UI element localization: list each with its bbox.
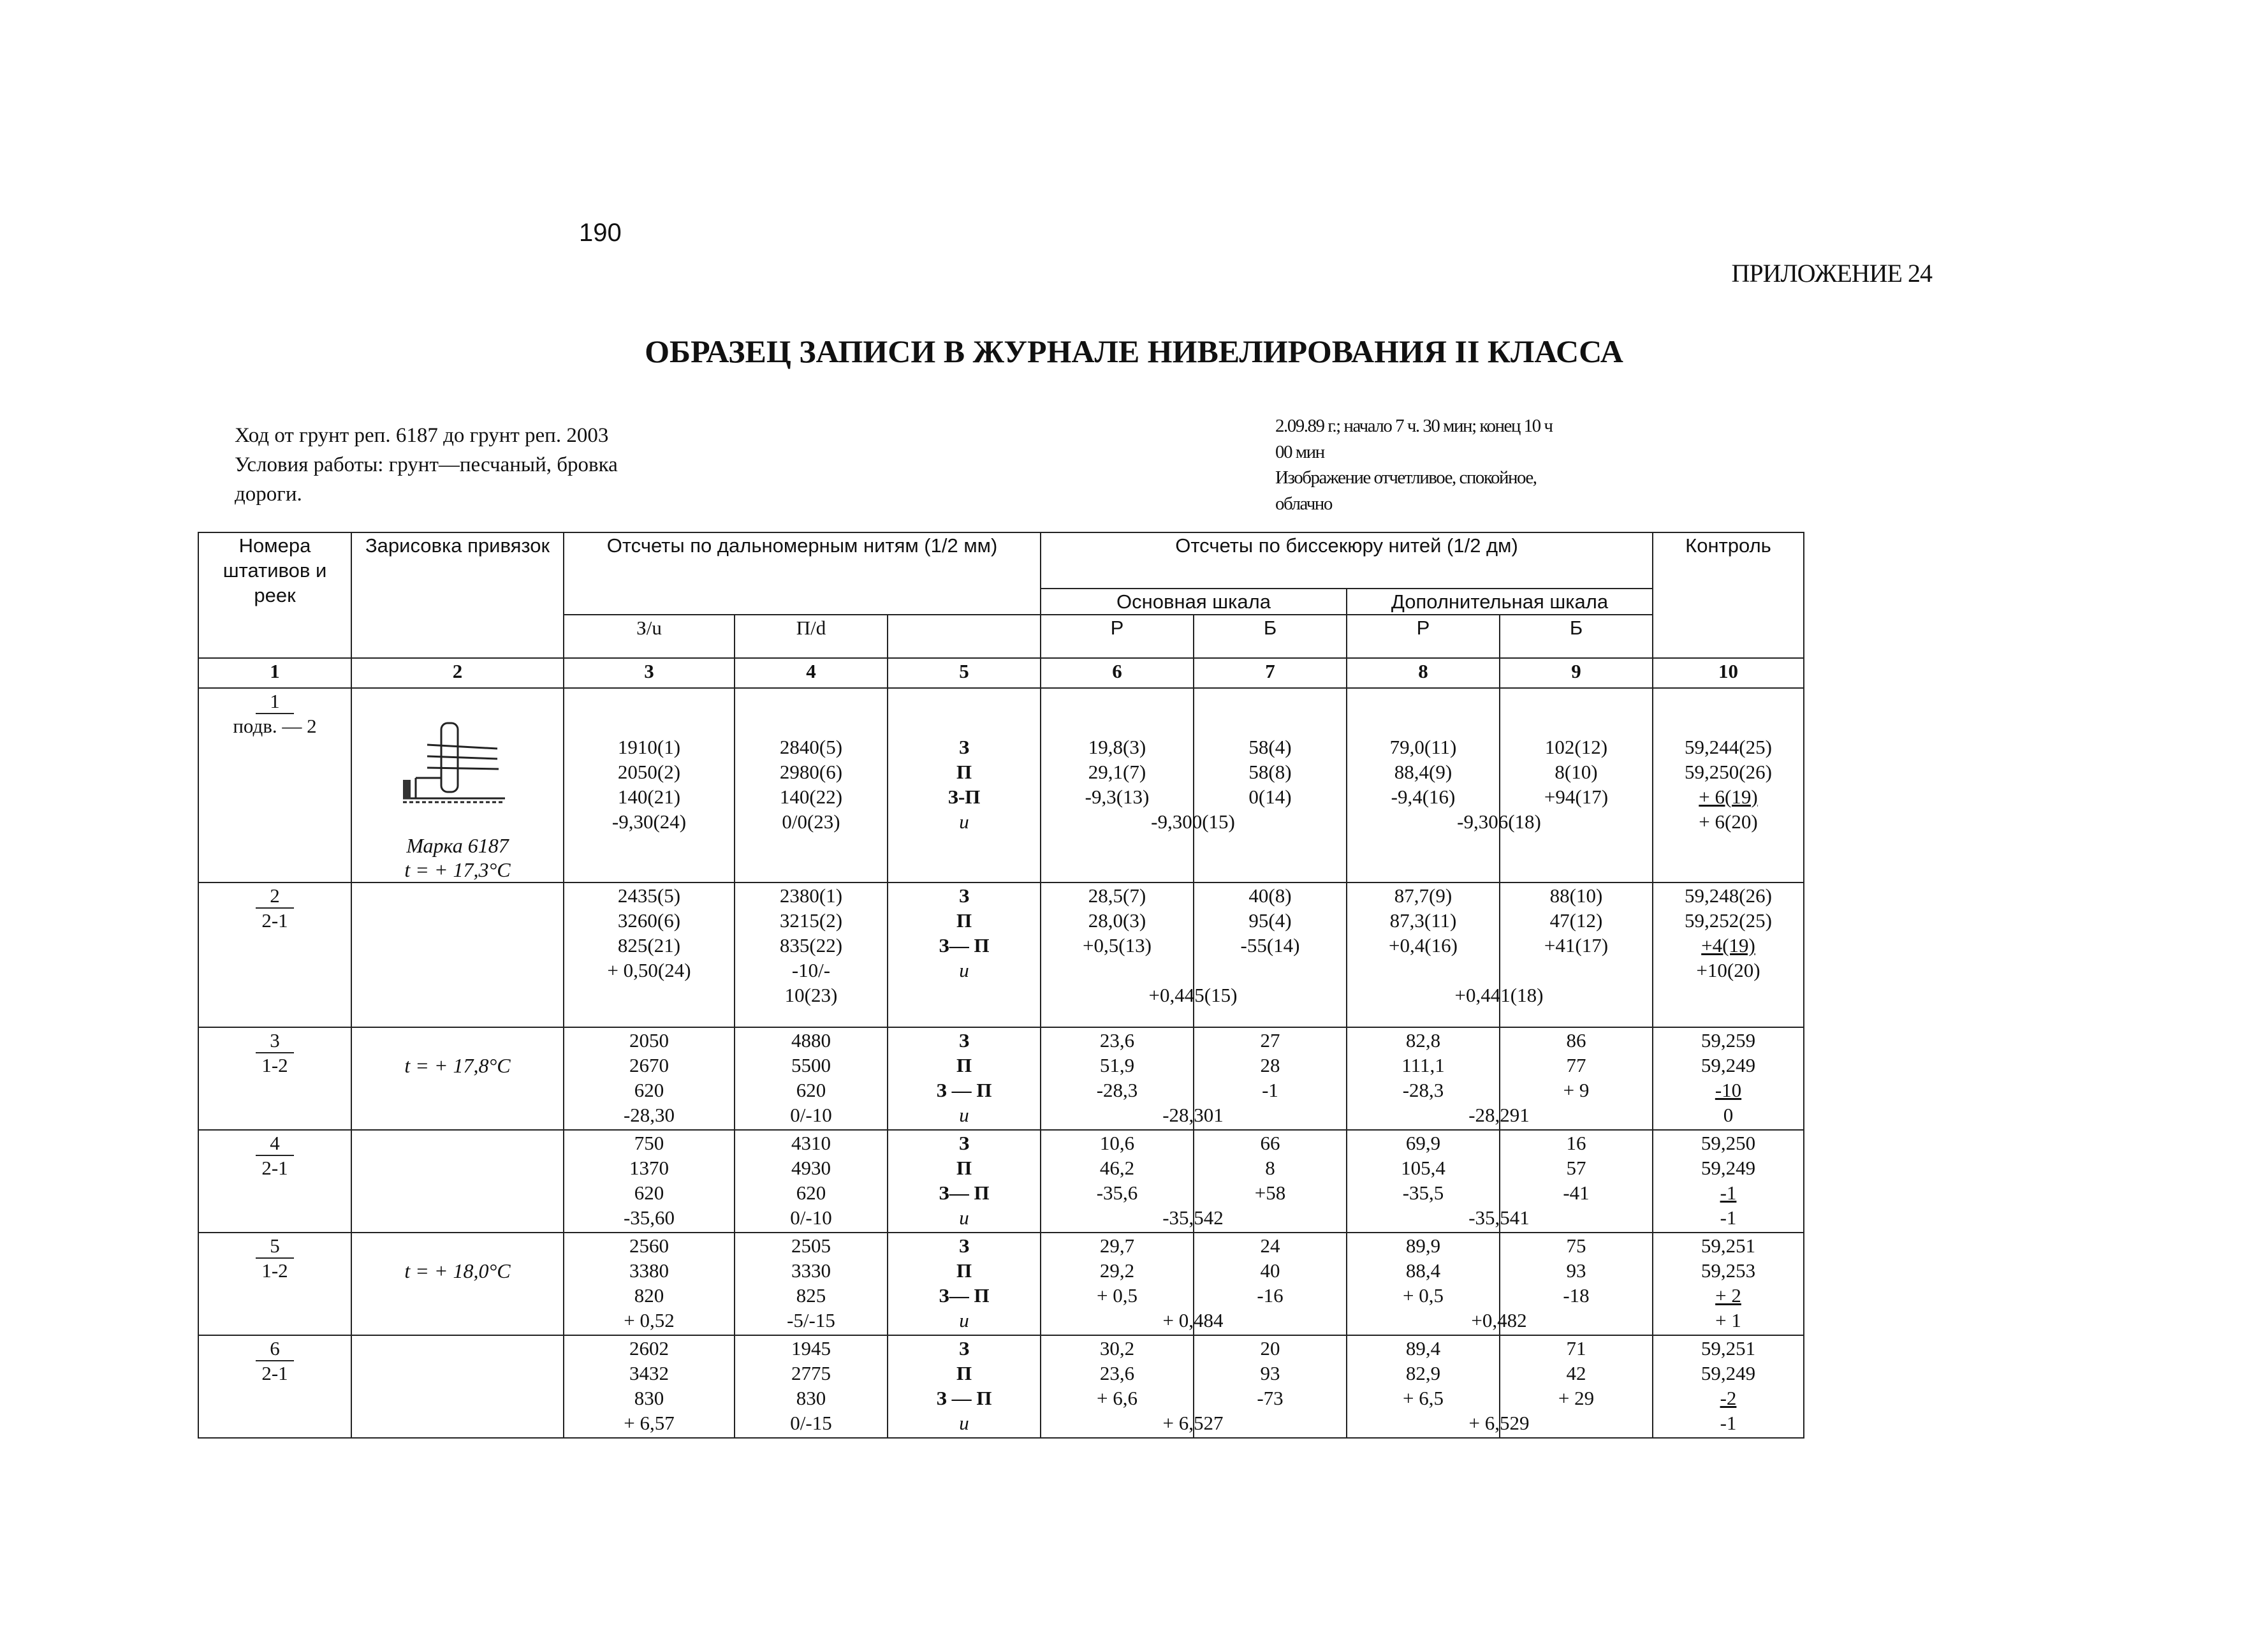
main-scale-front-value: -73 [1257,1386,1284,1409]
control-value-value: + 2 [1715,1284,1741,1307]
extra-scale-rear-value: 87,7(9) [1394,884,1452,907]
main-scale-rear-value: -35,6 [1096,1181,1138,1204]
rear-rod-reading-value: 2670 [629,1053,669,1076]
main-scale-front-value: 58(4) [1248,735,1292,758]
extra-scale-mean: +0,482 [1471,1308,1527,1331]
rear-rod-reading-value: -9,30(24) [611,810,687,833]
main-scale-rear [1041,1130,1224,1233]
appendix-label: ПРИЛОЖЕНИЕ 24 [1731,259,1932,288]
session-info [1275,413,1607,516]
main-scale-rear-value: + 0,5 [1097,1284,1138,1307]
rear-rod-reading-value: + 0,52 [624,1308,675,1331]
front-rod-reading-value: 2775 [791,1361,831,1384]
rod-pair: 2-1 [261,909,288,932]
header-col-3: З/u [564,615,735,657]
session-info-line: 2.09.89 г.; начало 7 ч. 30 мин; конец 10 ч [1275,416,1553,436]
station-number: 6 [256,1336,294,1361]
main-scale-front-value: 0(14) [1248,785,1292,808]
rear-rod-reading-value: + 0,50(24) [607,959,691,982]
extra-scale-rear [1347,1130,1530,1233]
sketch-cell [351,1027,564,1130]
extra-scale-rear-value: 82,9 [1405,1361,1441,1384]
main-scale-mean: + 6,527 [1162,1411,1224,1434]
control-value [1653,1130,1804,1233]
extra-scale-rear-value: -35,5 [1402,1181,1444,1204]
main-scale-rear-value: -28,3 [1096,1078,1138,1101]
front-rod-reading-value: 1945 [791,1337,831,1359]
rear-rod-reading-value: 620 [634,1181,664,1204]
table-row [198,1335,1804,1438]
reading-label-value: З [958,1337,970,1359]
sketch-cell [351,1130,564,1233]
rear-rod-reading-value: + 6,57 [624,1411,675,1434]
main-scale-rear-value: 46,2 [1099,1156,1135,1179]
front-rod-reading [735,1335,888,1438]
reading-label-value: П [956,1259,972,1282]
reading-label-value: З— П [939,934,990,957]
front-rod-reading-value: 2980(6) [779,760,843,783]
extra-scale-rear-value: -28,3 [1402,1078,1444,1101]
station-cell [198,1233,351,1335]
reading-label [888,1335,1041,1438]
extra-scale-rear-value: 111,1 [1401,1053,1445,1076]
front-rod-reading [735,1027,888,1130]
main-scale-front-value: 58(8) [1248,760,1292,783]
main-scale-front-value: -55(14) [1240,934,1300,957]
reading-label-value: З— П [939,1284,990,1307]
station-cell [198,688,351,883]
extra-scale-rear-value: 87,3(11) [1389,909,1457,932]
station-number: 5 [256,1233,294,1259]
front-rod-reading-value: -10/- [791,959,831,982]
table-row [198,883,1804,1027]
control-value [1653,1027,1804,1130]
header-stations: Номера штативов и реек [198,532,351,658]
route-info-line: Условия работы: грунт—песчаный, бровка [235,453,618,477]
extra-scale-rear-value: 69,9 [1405,1131,1441,1154]
reading-label-value: З [958,1131,970,1154]
main-scale-front-value: 27 [1260,1029,1280,1051]
extra-scale-front-value: -18 [1563,1284,1590,1307]
rear-rod-reading-value: 140(21) [617,785,681,808]
reading-label-value: П [956,760,972,783]
rear-rod-reading-value: 620 [634,1078,664,1101]
header-col-6: Р [1041,615,1194,657]
extra-scale-rear-value: + 6,5 [1403,1386,1444,1409]
control-value-value: 0 [1723,1103,1734,1126]
extra-scale-rear-value: 79,0(11) [1389,735,1457,758]
front-rod-reading-value: 10(23) [784,984,838,1007]
reading-label-value: З [958,735,970,758]
station-cell [198,1335,351,1438]
extra-scale-rear [1347,1233,1527,1335]
extra-scale-rear-value: 89,9 [1405,1234,1441,1257]
rear-rod-reading-value: 1370 [629,1156,669,1179]
front-rod-reading-value: 0/-10 [790,1103,832,1126]
station-cell [198,1027,351,1130]
control-value-value: 59,251 [1701,1234,1756,1257]
main-scale-rear-value: + 6,6 [1097,1386,1138,1409]
control-value-value: 59,253 [1701,1259,1756,1282]
control-value-value: -1 [1720,1181,1737,1204]
session-info-line: облачно [1275,493,1332,514]
front-rod-reading-value: 2505 [791,1234,831,1257]
header-extra-scale: Дополнительная шкала [1347,589,1653,615]
extra-scale-front-value: 77 [1566,1053,1586,1076]
front-rod-reading-value: 2840(5) [779,735,843,758]
rear-rod-reading [564,688,735,883]
control-value-value: -10 [1715,1078,1742,1101]
front-rod-reading-value: 4880 [791,1029,831,1051]
station-cell [198,883,351,1027]
extra-scale-mean: -28,291 [1468,1103,1530,1126]
reading-label-value: З— П [939,1181,990,1204]
benchmark-sketch-icon [390,719,511,821]
extra-scale-rear [1347,688,1541,883]
control-value-value: -2 [1720,1386,1737,1409]
temperature: t = + 17,3°C [404,858,511,882]
extra-scale-rear [1347,1027,1530,1130]
station-number: 1 [256,689,294,714]
extra-scale-rear-value: 89,4 [1405,1337,1441,1359]
main-scale-mean: +0,445(15) [1148,984,1238,1007]
station-number: 2 [256,883,294,909]
rear-rod-reading-value: 3380 [629,1259,669,1282]
reading-label-value: u [959,959,969,982]
control-value-value: + 6(19) [1699,785,1758,808]
main-scale-front-value: -16 [1257,1284,1284,1307]
main-scale-rear [1041,688,1235,883]
column-number: 2 [351,658,564,688]
control-value-value: 59,244(25) [1685,735,1772,758]
rear-rod-reading-value: -35,60 [623,1206,675,1229]
main-scale-front-value: 95(4) [1248,909,1292,932]
extra-scale-front-value: 16 [1566,1131,1586,1154]
extra-scale-front-value: 93 [1566,1259,1586,1282]
control-value-value: 59,249 [1701,1361,1756,1384]
extra-scale-rear-value: 82,8 [1405,1029,1441,1051]
reading-label-value: u [959,1206,969,1229]
front-rod-reading [735,1233,888,1335]
front-rod-reading-value: 835(22) [779,934,843,957]
control-value-value: 59,249 [1701,1156,1756,1179]
control-value [1653,1335,1804,1438]
main-scale-rear-value: 51,9 [1099,1053,1135,1076]
rear-rod-reading-value: 1910(1) [617,735,681,758]
main-scale-front-value: 24 [1260,1234,1280,1257]
header-col-9: Б [1500,615,1653,657]
extra-scale-front-value: 86 [1566,1029,1586,1051]
control-value-value: 59,259 [1701,1029,1756,1051]
reading-label-value: З [958,884,970,907]
front-rod-reading-value: 3330 [791,1259,831,1282]
main-scale-rear-value: 28,5(7) [1088,884,1146,907]
rear-rod-reading-value: 3432 [629,1361,669,1384]
extra-scale-front-value: +41(17) [1544,934,1609,957]
reading-label-value: П [956,1053,972,1076]
benchmark-label: Марка 6187 [406,834,509,858]
main-scale-mean: -9,300(15) [1151,810,1235,833]
rod-pair: 2-1 [261,1361,288,1384]
header-main-scale: Основная шкала [1041,589,1347,615]
front-rod-reading-value: 4310 [791,1131,831,1154]
front-rod-reading-value: 825 [796,1284,826,1307]
main-scale-front-value: 28 [1260,1053,1280,1076]
main-scale-front-value: -1 [1262,1078,1278,1101]
extra-scale-mean: +0,441(18) [1454,984,1544,1007]
leveling-journal-table [198,532,1804,1439]
rear-rod-reading-value: 825(21) [617,934,681,957]
route-info-line: дороги. [235,483,302,506]
rear-rod-reading-value: -28,30 [623,1103,675,1126]
front-rod-reading-value: 5500 [791,1053,831,1076]
table-row [198,1233,1804,1335]
route-info-line: Ход от грунт реп. 6187 до грунт реп. 2003 [235,424,609,447]
sketch-cell [351,1335,564,1438]
main-scale-rear [1041,1233,1224,1335]
main-scale-rear-value: 28,0(3) [1088,909,1146,932]
reading-label-value: П [956,1156,972,1179]
reading-label [888,688,1041,883]
main-scale-mean: -35,542 [1162,1206,1224,1229]
extra-scale-mean: + 6,529 [1468,1411,1530,1434]
control-value-value: 59,250(26) [1685,760,1772,783]
front-rod-reading-value: -5/-15 [787,1308,835,1331]
front-rod-reading [735,883,888,1027]
reading-label-value: З-П [947,785,981,808]
column-number: 6 [1041,658,1194,688]
column-number: 7 [1194,658,1347,688]
reading-label [888,1130,1041,1233]
control-value-value: 59,250 [1701,1131,1756,1154]
header-range-readings: Отсчеты по дальномерным нитям (1/2 мм) [564,532,1041,615]
front-rod-reading [735,1130,888,1233]
extra-scale-rear-value: 88,4 [1405,1259,1441,1282]
extra-scale-front-value: 75 [1566,1234,1586,1257]
header-bisector-readings: Отсчеты по биссекюру нитей (1/2 дм) [1041,532,1653,589]
control-value-value: 59,249 [1701,1053,1756,1076]
route-info [235,421,649,509]
main-scale-rear-value: 29,2 [1099,1259,1135,1282]
extra-scale-front-value: 88(10) [1549,884,1603,907]
table-row [198,1027,1804,1130]
front-rod-reading-value: 140(22) [779,785,843,808]
front-rod-reading-value: 3215(2) [779,909,843,932]
station-cell [198,1130,351,1233]
rear-rod-reading [564,883,735,1027]
main-scale-mean: -28,301 [1162,1103,1224,1126]
main-scale-front-value: 40(8) [1248,884,1292,907]
column-number: 1 [198,658,351,688]
column-number: 3 [564,658,735,688]
rear-rod-reading [564,1233,735,1335]
front-rod-reading-value: 0/-10 [790,1206,832,1229]
header-control: Контроль [1653,532,1804,658]
control-value-value: -1 [1720,1206,1737,1229]
control-value-value: +10(20) [1696,959,1760,982]
rod-pair: 2-1 [261,1156,288,1179]
extra-scale-rear-value: -9,4(16) [1391,785,1456,808]
rear-rod-reading-value: 830 [634,1386,664,1409]
temperature: t = + 18,0°C [404,1259,511,1282]
main-scale-rear-value: 23,6 [1099,1029,1135,1051]
extra-scale-front-value: 57 [1566,1156,1586,1179]
extra-scale-front-value: + 9 [1563,1078,1590,1101]
extra-scale-mean: -9,306(18) [1457,810,1541,833]
extra-scale-rear-value: +0,4(16) [1389,934,1458,957]
extra-scale-front-value: 102(12) [1544,735,1608,758]
reading-label-value: u [959,1103,969,1126]
main-scale-front-value: +58 [1254,1181,1286,1204]
main-scale-front-value: 8 [1265,1156,1275,1179]
control-value [1653,688,1804,883]
reading-label-value: З [958,1234,970,1257]
main-scale-rear [1041,1335,1224,1438]
column-number: 5 [888,658,1041,688]
extra-scale-front-value: 47(12) [1549,909,1603,932]
sketch-cell [351,1233,564,1335]
extra-scale-front-value: + 29 [1558,1386,1595,1409]
reading-label-value: u [959,1308,969,1331]
extra-scale-mean: -35,541 [1468,1206,1530,1229]
rear-rod-reading [564,1335,735,1438]
rod-pair: подв. — 2 [233,714,317,737]
rear-rod-reading-value: 2050 [629,1029,669,1051]
control-value-value: + 1 [1715,1308,1741,1331]
column-number: 10 [1653,658,1804,688]
extra-scale-front-value: 8(10) [1555,760,1598,783]
reading-label-value: u [959,1411,969,1434]
extra-scale-rear [1347,883,1544,1027]
extra-scale-rear-value: 88,4(9) [1394,760,1452,783]
reading-label [888,1233,1041,1335]
session-info-line: Изображение отчетливое, спокойное, [1275,467,1537,488]
control-value-value: 59,248(26) [1685,884,1772,907]
front-rod-reading-value: 620 [796,1078,826,1101]
front-rod-reading [735,688,888,883]
rear-rod-reading-value: 3260(6) [617,909,681,932]
main-scale-rear-value: +0,5(13) [1083,934,1152,957]
main-scale-mean: + 0,484 [1162,1308,1224,1331]
header-col-8: Р [1347,615,1500,657]
extra-scale-front-value: 71 [1566,1337,1586,1359]
reading-label [888,883,1041,1027]
header-col-7: Б [1194,615,1347,657]
main-scale-rear-value: 10,6 [1099,1131,1135,1154]
control-value-value: +4(19) [1701,934,1755,957]
sketch-cell [351,883,564,1027]
reading-label-value: u [959,810,969,833]
main-scale-front-value: 93 [1260,1361,1280,1384]
main-scale-front-value: 66 [1260,1131,1280,1154]
main-scale-rear-value: -9,3(13) [1085,785,1150,808]
reading-label-value: П [956,909,972,932]
rear-rod-reading [564,1027,735,1130]
extra-scale-front-value: -41 [1563,1181,1590,1204]
rear-rod-reading-value: 2560 [629,1234,669,1257]
rear-rod-reading-value: 750 [634,1131,664,1154]
page-number: 190 [579,219,622,247]
rear-rod-reading-value: 2050(2) [617,760,681,783]
main-scale-rear [1041,1027,1224,1130]
column-number: 8 [1347,658,1500,688]
front-rod-reading-value: 0/-15 [790,1411,832,1434]
header-col-5 [888,615,1041,657]
main-scale-front [1194,688,1347,883]
reading-label-value: П [956,1361,972,1384]
control-value-value: 59,252(25) [1685,909,1772,932]
extra-scale-front-value: +94(17) [1544,785,1609,808]
main-scale-rear [1041,883,1238,1027]
reading-label-value: З [958,1029,970,1051]
control-value [1653,1233,1804,1335]
column-number: 4 [735,658,888,688]
main-scale-rear-value: 30,2 [1099,1337,1135,1359]
main-scale-rear-value: 19,8(3) [1088,735,1146,758]
rear-rod-reading [564,1130,735,1233]
column-number: 9 [1500,658,1653,688]
rod-pair: 1-2 [261,1053,288,1076]
main-scale-front-value: 20 [1260,1337,1280,1359]
main-scale-front-value: 40 [1260,1259,1280,1282]
main-scale-rear-value: 29,1(7) [1088,760,1146,783]
front-rod-reading-value: 2380(1) [779,884,843,907]
header-sketch: Зарисовка привязок [351,532,564,658]
page-title: ОБРАЗЕЦ ЗАПИСИ В ЖУРНАЛЕ НИВЕЛИРОВАНИЯ II КЛАССА [645,333,1623,369]
session-info-line: 00 мин [1275,441,1324,462]
extra-scale-rear-value: + 0,5 [1403,1284,1444,1307]
front-rod-reading-value: 0/0(23) [782,810,840,833]
reading-label-value: З — П [936,1386,992,1409]
station-number: 4 [256,1131,294,1156]
control-value-value: + 6(20) [1699,810,1758,833]
front-rod-reading-value: 830 [796,1386,826,1409]
front-rod-reading-value: 620 [796,1181,826,1204]
control-value-value: -1 [1720,1411,1737,1434]
temperature: t = + 17,8°C [404,1053,511,1077]
control-value [1653,883,1804,1027]
station-number: 3 [256,1028,294,1053]
rod-pair: 1-2 [261,1259,288,1282]
header-col-4: П/d [735,615,888,657]
extra-scale-front-value: 42 [1566,1361,1586,1384]
front-rod-reading-value: 4930 [791,1156,831,1179]
control-value-value: 59,251 [1701,1337,1756,1359]
table-row [198,1130,1804,1233]
rear-rod-reading-value: 2602 [629,1337,669,1359]
rear-rod-reading-value: 820 [634,1284,664,1307]
extra-scale-rear-value: 105,4 [1401,1156,1445,1179]
main-scale-rear-value: 23,6 [1099,1361,1135,1384]
extra-scale-front [1500,688,1653,883]
rear-rod-reading-value: 2435(5) [617,884,681,907]
reading-label [888,1027,1041,1130]
reading-label-value: З — П [936,1078,992,1101]
main-scale-rear-value: 29,7 [1099,1234,1135,1257]
extra-scale-rear [1347,1335,1530,1438]
